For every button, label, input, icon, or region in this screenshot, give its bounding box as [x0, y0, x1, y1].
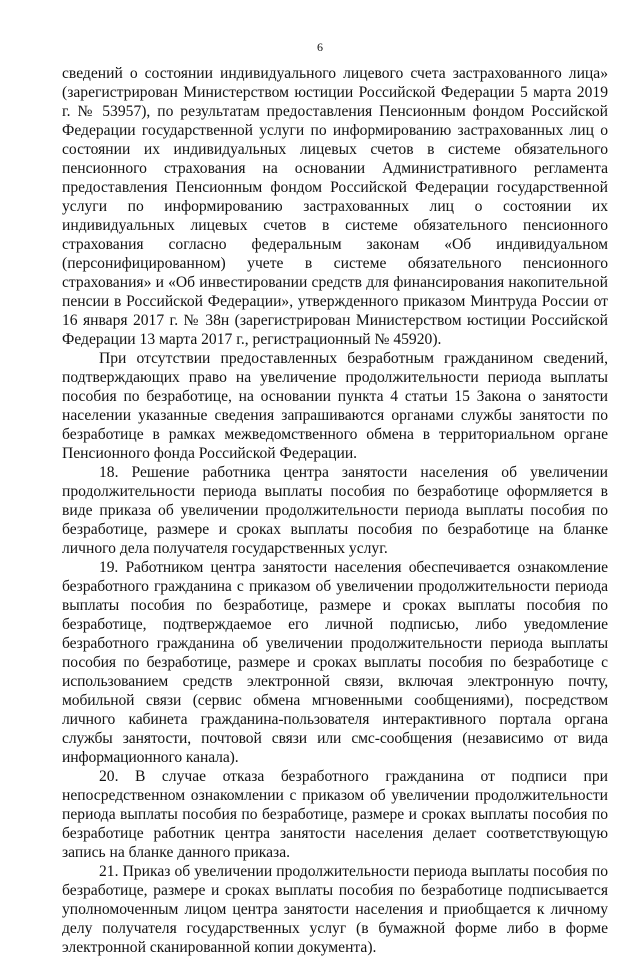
- paragraph-missing-information: При отсутствии предоставленных безработным гражданином сведений, подтверждающих право на увеличение продолжительности периода выплаты пособия по безработице, на основании пункта 4 статьи 15 Закона о занятости населении указанные сведения запрашиваются органами службы занятости по безработице в рамках межведомственного обмена в территориальном органе Пенсионного фонда Российской Федерации.: [62, 350, 608, 462]
- paragraph-19-notification: 19. Работником центра занятости населения обеспечивается ознакомление безработного гражданина с приказом об увеличении продолжительности периода выплаты пособия по безработице, размере и сроках выплаты пособия по безработице, подтверждаемое его личной подписью, либо уведомление безработного гражданина об увеличении продолжительности периода выплаты пособия по безработице, размере и сроках выплаты пособия по безработице с использованием средств электронной связи, включая электронную почту, мобильной связи (сервис обмена мгновенными сообщениями), посредством личного кабинета гражданина-пользователя интерактивного портала органа службы занятости, почтовой связи или смс-сообщения (независимо от вида информационного канала).: [62, 559, 608, 766]
- paragraph-20-refusal: 20. В случае отказа безработного гражданина от подписи при непосредственном ознакомлении с приказом об увеличении продолжительности периода выплаты пособия по безработице, размере и сроках выплаты пособия по безработице работник центра занятости населения делает соответствующую запись на бланке данного приказа.: [62, 768, 608, 861]
- paragraph-18-decision: 18. Решение работника центра занятости населения об увеличении продолжительности периода выплаты пособия по безработице оформляется в виде приказа об увеличении продолжительности периода выплаты пособия по безработице, размере и сроках выплаты пособия по безработице на бланке личного дела получателя государственных услуг.: [62, 464, 608, 557]
- paragraph-21-order-signing: 21. Приказ об увеличении продолжительности периода выплаты пособия по безработице, размере и сроках выплаты пособия по безработице подписывается уполномоченным лицом центра занятости населения и приобщается к личному делу получателя государственных услуг (в бумажной форме либо в форме электронной сканированной копии документа).: [62, 863, 608, 956]
- document-body: [62, 64, 608, 957]
- paragraph-continuation: сведений о состоянии индивидуального лицевого счета застрахованного лица» (зарегистрирован Министерством юстиции Российской Федерации 5 марта 2019 г. № 53957), по результатам предоставления Пенсионным фондом Российской Федерации государственной услуги по информированию застрахованных лиц о состоянии их индивидуальных лицевых счетов в системе обязательного пенсионного страхования на основании Административного регламента предоставления Пенсионным фондом Российской Федерации государственной услуги по информированию застрахованных лиц о состоянии их индивидуальных лицевых счетов в системе обязательного пенсионного страхования согласно федеральным законам «Об индивидуальном (персонифицированном) учете в системе обязательного пенсионного страхования» и «Об инвестировании средств для финансирования накопительной пенсии в Российской Федерации», утвержденного приказом Минтруда России от 16 января 2017 г. № 38н (зарегистрирован Министерством юстиции Российской Федерации 13 марта 2017 г., регистрационный № 45920).: [62, 65, 608, 348]
- page-number: 6: [317, 40, 323, 54]
